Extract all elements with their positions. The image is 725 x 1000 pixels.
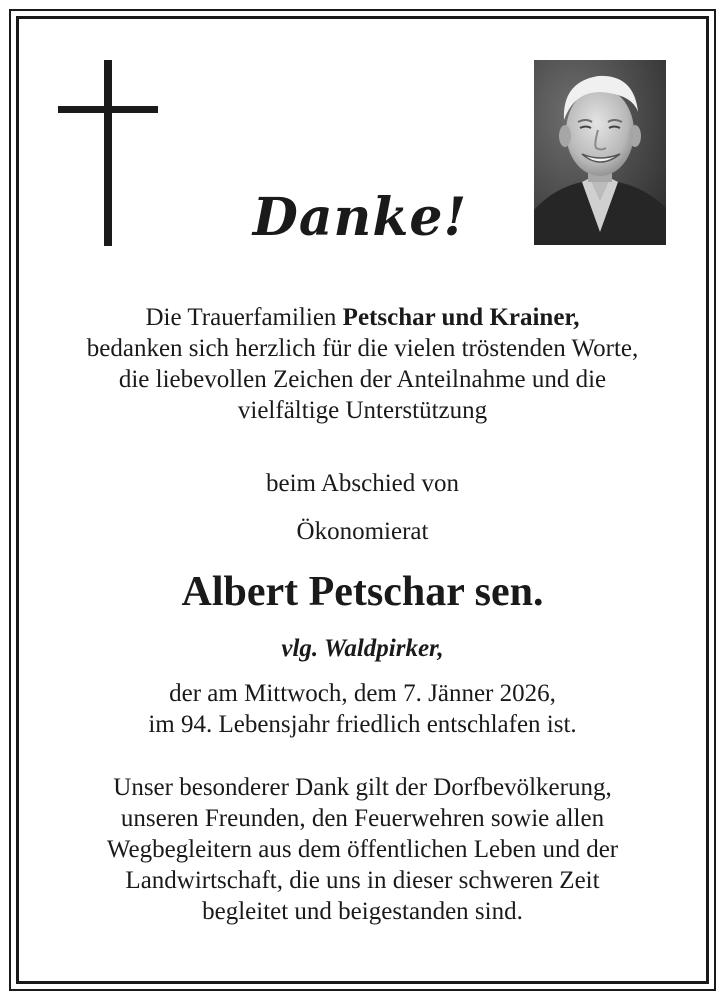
- thanks-paragraph: [24, 772, 701, 927]
- thanks-line-4: Landwirtschaft, die uns in dieser schweren Zeit: [125, 867, 600, 894]
- intro-line-4: vielfältige Unterstützung: [237, 397, 488, 424]
- page-title: Danke!: [252, 187, 468, 248]
- passing-paragraph: [24, 678, 701, 740]
- thanks-line-5: begleitet und beigestanden sind.: [202, 898, 523, 925]
- cross-vertical-bar: [104, 60, 112, 246]
- thanks-line-2: unseren Freunden, den Feuerwehren sowie allen: [120, 805, 605, 832]
- cross-horizontal-bar: [58, 106, 158, 113]
- family-names: Petschar und Krainer,: [342, 304, 580, 331]
- intro-line-2: bedanken sich herzlich für die vielen tröstenden Worte,: [86, 335, 639, 362]
- deceased-name: Albert Petschar sen.: [181, 569, 544, 615]
- farm-name: vlg. Waldpirker,: [281, 635, 444, 662]
- intro-line-1-start: Die Trauerfamilien: [145, 304, 343, 331]
- passing-line-2: im 94. Lebensjahr friedlich entschlafen ist.: [148, 711, 577, 738]
- thanks-line-1: Unser besonderer Dank gilt der Dorfbevölkerung,: [113, 774, 612, 801]
- cross-icon: [58, 60, 158, 246]
- intro-line-3: die liebevollen Zeichen der Anteilnahme und die: [118, 366, 607, 393]
- passing-line-1: der am Mittwoch, dem 7. Jänner 2026,: [169, 680, 556, 707]
- honorific-title: Ökonomierat: [296, 518, 429, 545]
- farewell-text: beim Abschied von: [265, 470, 460, 497]
- intro-line-1: [24, 302, 701, 333]
- thanks-line-3: Wegbegleitern aus dem öffentlichen Leben und der: [106, 836, 619, 863]
- intro-paragraph: [24, 302, 701, 426]
